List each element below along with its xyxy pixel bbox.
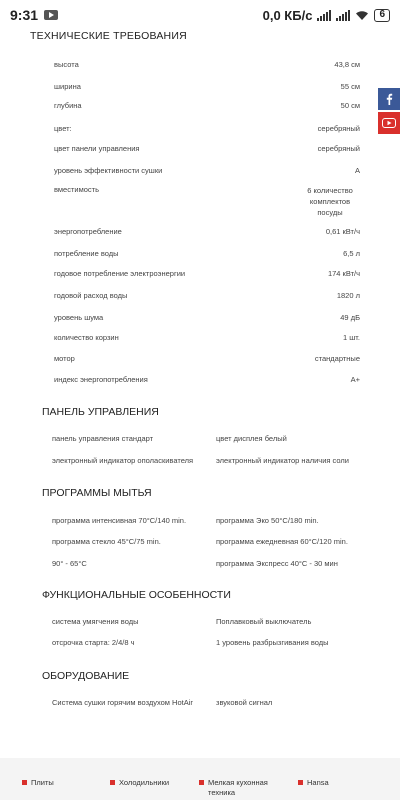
spec-row (54, 82, 360, 91)
specs-section (30, 30, 370, 42)
spec-key: количество корзин (54, 333, 119, 342)
spec-row (54, 144, 360, 153)
cp-item-1: панель управления стандарт (52, 434, 154, 443)
program-item-4: программа ежедневная 60°C/120 min. (216, 537, 348, 546)
spec-row (54, 333, 360, 342)
footer-nav (0, 758, 400, 800)
spec-key: уровень эффективности сушки (54, 166, 163, 175)
spec-key: уровень шума (54, 313, 104, 322)
spec-key: потребление воды (54, 249, 119, 258)
feature-item-2: Поплавковый выключатель (216, 617, 312, 626)
programs-title: ПРОГРАММЫ МЫТЬЯ (42, 487, 152, 499)
spec-row (54, 249, 360, 258)
spec-key: годовой расход воды (54, 291, 128, 300)
spec-row (54, 375, 360, 384)
feature-item-4: 1 уровень разбрызгивания воды (216, 638, 329, 647)
wifi-icon (355, 10, 369, 21)
spec-row (54, 313, 360, 322)
cp-item-2: цвет дисплея белый (216, 434, 287, 443)
spec-row (54, 101, 360, 110)
bullet-icon (22, 780, 27, 785)
specs-title: ТЕХНИЧЕСКИЕ ТРЕБОВАНИЯ (30, 30, 187, 42)
features-title: ФУНКЦИОНАЛЬНЫЕ ОСОБЕННОСТИ (42, 589, 231, 601)
equipment-item-1: Система сушки горячим воздухом HotAir (52, 698, 193, 707)
signal-icon (317, 10, 331, 21)
feature-item-3: отсрочка старта: 2/4/8 ч (52, 638, 135, 647)
bullet-icon (199, 780, 204, 785)
program-item-2: программа Эко 50°C/180 min. (216, 516, 319, 525)
youtube-notification-icon (44, 10, 58, 20)
spec-row (54, 227, 360, 236)
spec-value: 6 количество комплектов посуды (307, 186, 353, 217)
facebook-button[interactable] (378, 88, 400, 110)
network-speed: 0,0 КБ/с (262, 7, 313, 23)
footer-link-label: Мелкая кухонная техника (208, 778, 268, 797)
footer-link-stoves[interactable] (22, 778, 54, 787)
spec-value: 6,5 л (343, 249, 360, 258)
spec-value: A (354, 166, 360, 175)
spec-row (54, 166, 360, 175)
equipment-title: ОБОРУДОВАНИЕ (42, 670, 130, 682)
youtube-button[interactable] (378, 112, 400, 134)
spec-value: 43,8 см (334, 60, 360, 69)
spec-row (54, 269, 360, 278)
spec-value: 55 см (340, 82, 360, 91)
spec-key: высота (54, 60, 79, 69)
youtube-icon (382, 118, 396, 128)
spec-key: глубина (54, 101, 82, 110)
spec-value: 50 см (340, 101, 360, 110)
spec-value: серебряный (317, 144, 360, 153)
equipment-item-2: звуковой сигнал (216, 698, 273, 707)
spec-key: годовое потребление электроэнергии (54, 269, 186, 278)
spec-value: серебряный (317, 124, 360, 133)
spec-value: стандартные (314, 354, 360, 363)
bullet-icon (110, 780, 115, 785)
spec-value: 0,61 кВт/ч (325, 227, 360, 236)
spec-row (54, 354, 360, 363)
cp-item-4: электронный индикатор наличия соли (216, 456, 349, 465)
program-item-1: программа интенсивная 70°C/140 min. (52, 516, 187, 525)
footer-link-label: Холодильники (119, 778, 170, 787)
spec-value: 49 дБ (340, 313, 360, 322)
spec-key: вместимость (54, 185, 100, 194)
spec-value: A+ (350, 375, 360, 384)
spec-key: ширина (54, 82, 81, 91)
spec-row (54, 185, 360, 218)
spec-value: 1 шт. (343, 333, 360, 342)
footer-link-small-appliances[interactable] (199, 778, 279, 798)
footer-link-label: Плиты (31, 778, 54, 787)
status-time: 9:31 (10, 7, 39, 23)
cp-item-3: электронный индикатор ополаскивателя (52, 456, 194, 465)
spec-key: мотор (54, 354, 75, 363)
spec-key: индекс энергопотребления (54, 375, 148, 384)
signal-icon-2 (336, 10, 350, 21)
spec-key: цвет: (54, 124, 72, 133)
program-item-3: программа стекло 45°C/75 min. (52, 537, 161, 546)
program-item-6: программа Экспресс 40°C - 30 мин (216, 559, 338, 568)
battery-icon: 6 (374, 9, 390, 22)
footer-link-label: Hansa (307, 778, 329, 787)
spec-value: 1820 л (336, 291, 360, 300)
spec-row (54, 124, 360, 133)
facebook-icon (383, 93, 395, 105)
bullet-icon (298, 780, 303, 785)
footer-link-hansa[interactable] (298, 778, 329, 787)
spec-key: энергопотребление (54, 227, 122, 236)
spec-key: цвет панели управления (54, 144, 140, 153)
status-bar (0, 0, 400, 30)
control-panel-title: ПАНЕЛЬ УПРАВЛЕНИЯ (42, 406, 159, 418)
spec-value: 174 кВт/ч (327, 269, 360, 278)
spec-row (54, 291, 360, 300)
spec-row (54, 60, 360, 69)
feature-item-1: система умягчения воды (52, 617, 139, 626)
program-item-5: 90° - 65°C (52, 559, 87, 568)
footer-link-fridges[interactable] (110, 778, 169, 787)
